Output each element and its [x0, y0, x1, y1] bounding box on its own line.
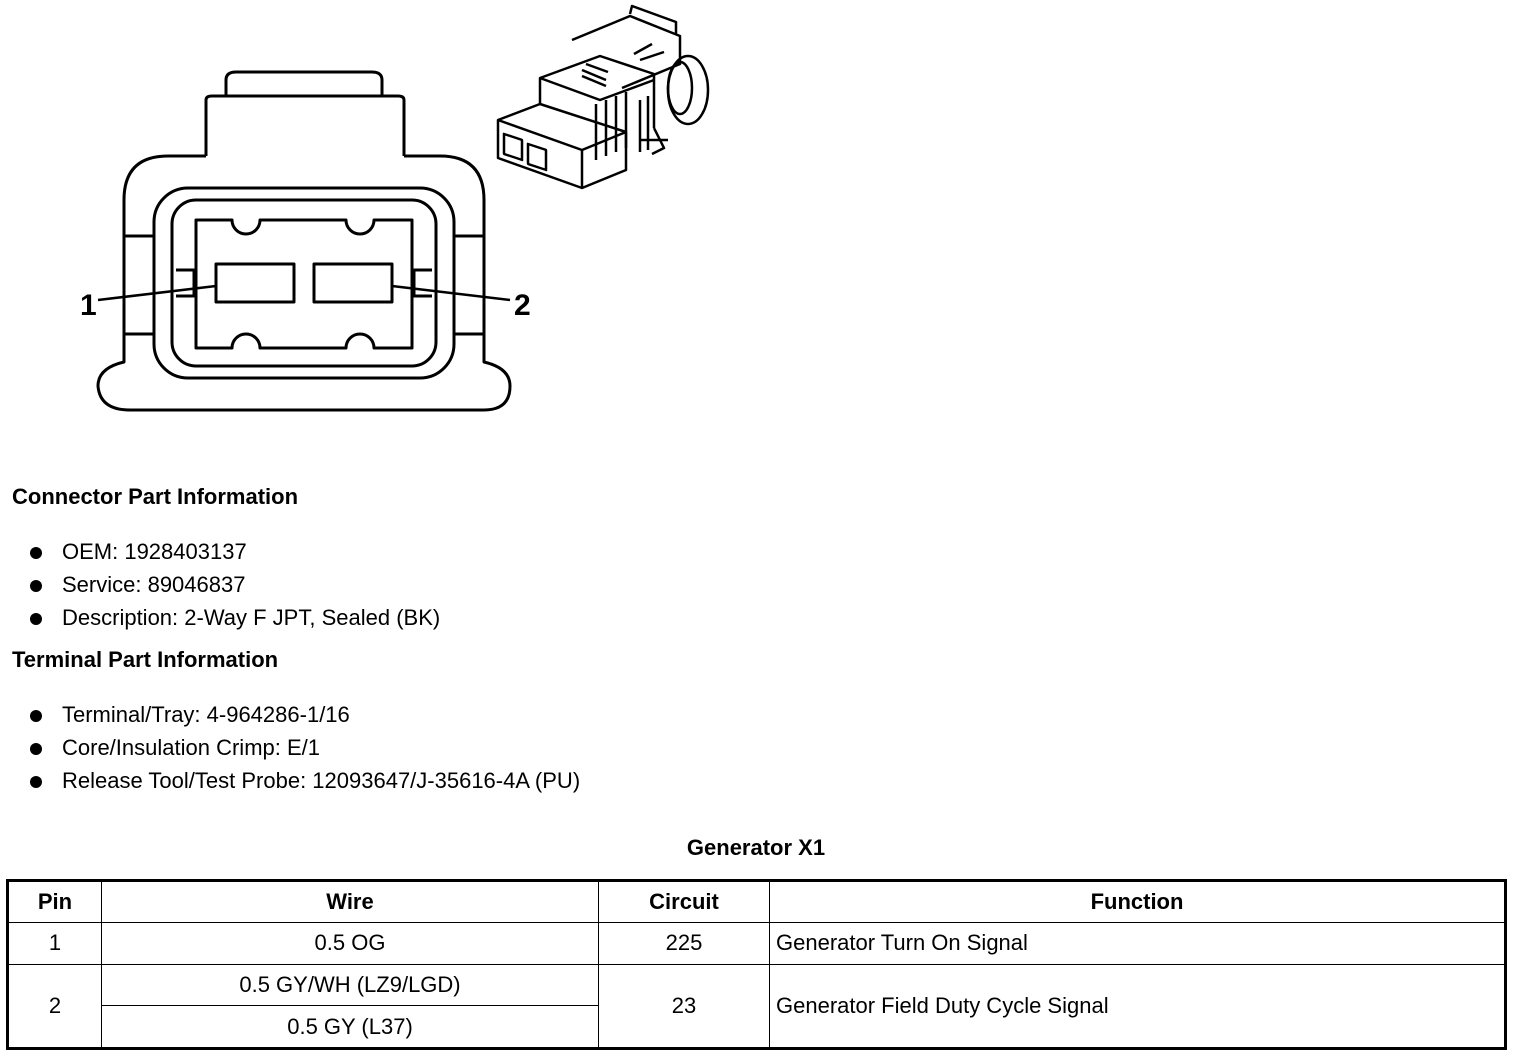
pin-label-1: 1 — [80, 289, 97, 322]
pin-label-2: 2 — [514, 289, 531, 322]
cell-circuit: 225 — [599, 923, 770, 965]
connector-face-illustration — [0, 0, 760, 430]
bullet-icon — [30, 776, 42, 788]
list-item: Service: 89046837 — [28, 568, 440, 601]
terminal-cavity-1 — [216, 264, 294, 302]
terminal-info-list — [28, 698, 580, 797]
header-circuit: Circuit — [599, 881, 770, 923]
bullet-icon — [30, 613, 42, 625]
cell-circuit: 23 — [599, 964, 770, 1048]
list-item: OEM: 1928403137 — [28, 535, 440, 568]
cell-pin: 2 — [8, 964, 102, 1048]
connector-info-list — [28, 535, 440, 634]
header-wire: Wire — [102, 881, 599, 923]
list-item: Description: 2-Way F JPT, Sealed (BK) — [28, 601, 440, 634]
terminal-info-heading: Terminal Part Information — [12, 647, 279, 672]
cell-wire: 0.5 OG — [102, 923, 599, 965]
pinout-table — [6, 879, 1507, 1050]
table-row — [8, 964, 1506, 1006]
connector-housing — [98, 156, 510, 410]
cell-wire: 0.5 GY/WH (LZ9/LGD) — [102, 964, 599, 1006]
list-item: Release Tool/Test Probe: 12093647/J-35616-4A (PU) — [28, 764, 580, 797]
cell-wire: 0.5 GY (L37) — [102, 1006, 599, 1049]
table-title: Generator X1 — [686, 835, 826, 860]
cell-function: Generator Turn On Signal — [770, 923, 1506, 965]
connector-info-heading: Connector Part Information — [12, 484, 299, 509]
bullet-icon — [30, 547, 42, 559]
list-item: Terminal/Tray: 4-964286-1/16 — [28, 698, 580, 731]
table-header-row — [8, 881, 1506, 923]
terminal-cavity-2 — [314, 264, 392, 302]
cell-function: Generator Field Duty Cycle Signal — [770, 964, 1506, 1048]
bullet-icon — [30, 580, 42, 592]
list-item: Core/Insulation Crimp: E/1 — [28, 731, 580, 764]
bullet-icon — [30, 743, 42, 755]
header-function: Function — [770, 881, 1506, 923]
connector-isometric-illustration — [498, 6, 708, 188]
header-pin: Pin — [8, 881, 102, 923]
table-row — [8, 923, 1506, 965]
cell-pin: 1 — [8, 923, 102, 965]
bullet-icon — [30, 710, 42, 722]
latch-top — [226, 72, 382, 96]
